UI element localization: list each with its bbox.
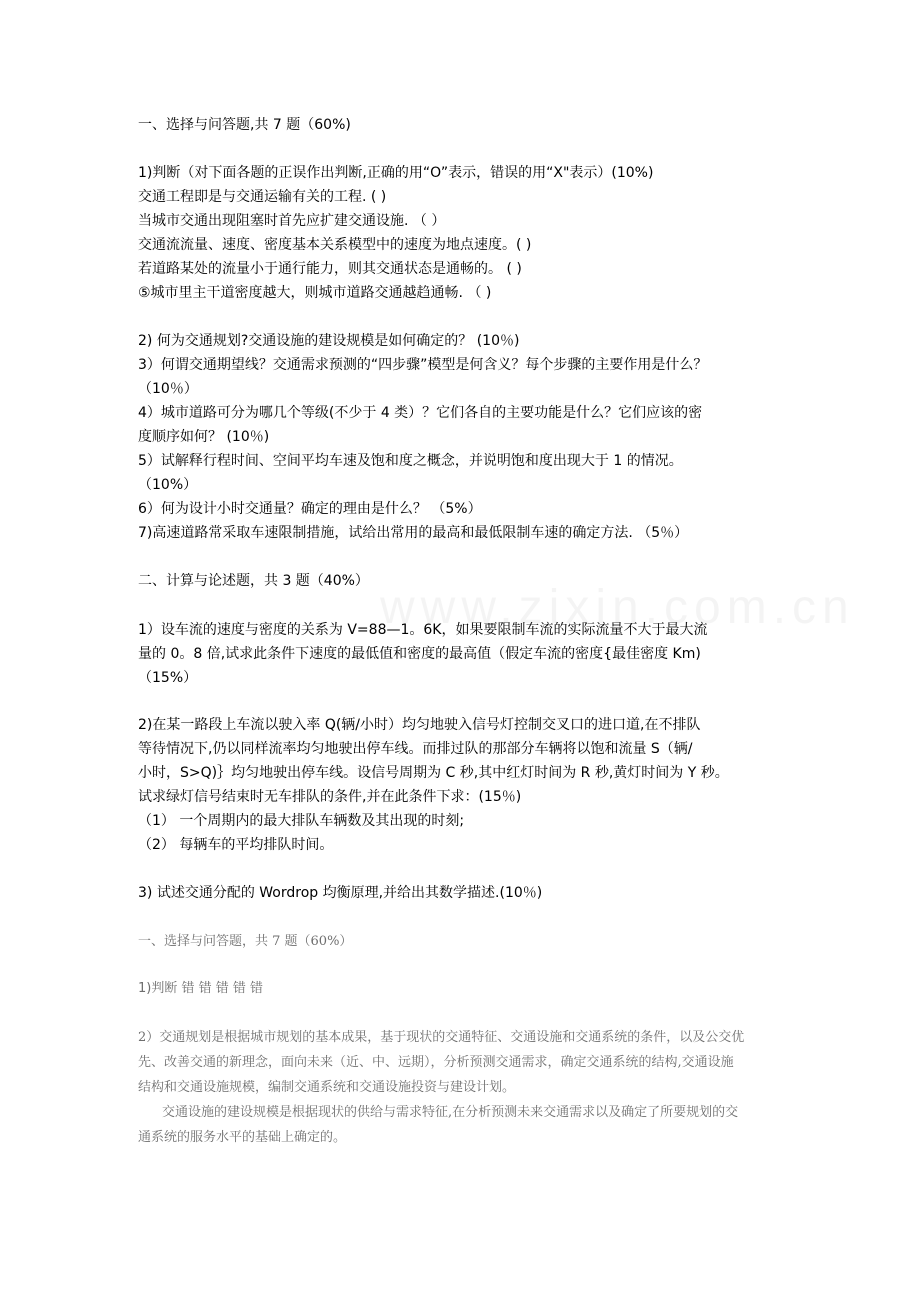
answer-heading: 一、选择与问答题，共 7 题（60%） [138, 934, 353, 949]
question-5-line: （10%） [138, 477, 198, 493]
problem-3: 3) 试述交通分配的 Wordrop 均衡原理,并给出其数学描述.(10％) [138, 885, 543, 901]
answer-judge: 1)判断 错 错 错 错 错 [138, 981, 264, 996]
problem-2-line: 试求绿灯信号结束时无车排队的条件,并在此条件下求：(15％) [138, 789, 522, 805]
answer-2-line: 2）交通规划是根据城市规划的基本成果，基于现状的交通特征、交通设施和交通系统的条件，以及公交优 [138, 1030, 745, 1045]
question-4-line: 度顺序如何？ (10％) [138, 429, 270, 445]
problem-1-line: 1）设车流的速度与密度的关系为 V=88—1。6K，如果要限制车流的实际流量不大于最大流 [138, 622, 708, 638]
q1-intro: 1)判断（对下面各题的正误作出判断,正确的用“O”表示，错误的用“X"表示）(10%) [138, 165, 654, 181]
problem-2-line: 小时，S>Q)｝均匀地驶出停车线。设信号周期为 C 秒,其中红灯时间为 R 秒,黄灯时间为 Y 秒。 [138, 765, 729, 781]
question-3-line: （10％） [138, 381, 198, 397]
section-two-heading: 二、计算与论述题，共 3 题（40%） [138, 573, 369, 589]
q1-item: 当城市交通出现阻塞时首先应扩建交通设施. （ ） [138, 213, 446, 229]
problem-2-line: 2)在某一路段上车流以驶入率 Q(辆/小时）均匀地驶入信号灯控制交叉口的进口道,在不排队 [138, 717, 701, 733]
problem-2-line: 等待情况下,仍以同样流率均匀地驶出停车线。而排过队的那部分车辆将以饱和流量 S（辆/ [138, 741, 693, 757]
question-5-line: 5）试解释行程时间、空间平均车速及饱和度之概念，并说明饱和度出现大于 1 的情况。 [138, 453, 683, 469]
question-2: 2) 何为交通规划?交通设施的建设规模是如何确定的？ (10％) [138, 333, 520, 349]
q1-item: 交通流流量、速度、密度基本关系模型中的速度为地点速度。( ) [138, 237, 532, 253]
answer-2-line: 先、改善交通的新理念，面向未来（近、中、远期），分析预测交通需求，确定交通系统的结构,交通设施 [138, 1055, 734, 1070]
q1-item: 交通工程即是与交通运输有关的工程. ( ) [138, 189, 387, 205]
answer-2-line: 结构和交通设施规模，编制交通系统和交通设施投资与建设计划。 [138, 1080, 516, 1095]
problem-2-subitem: （2） 每辆车的平均排队时间。 [138, 837, 334, 853]
question-3-line: 3）何谓交通期望线？交通需求预测的“四步骤”模型是何含义？每个步骤的主要作用是什么？ [138, 357, 708, 373]
problem-1-line: 量的 0。8 倍,试求此条件下速度的最低值和密度的最高值（假定车流的密度{最佳密度 Km) [138, 646, 701, 662]
problem-1-line: （15%） [138, 670, 198, 686]
q1-item: ⑤城市里主干道密度越大，则城市道路交通越趋通畅. （ ) [138, 285, 492, 301]
question-6: 6）何为设计小时交通量？确定的理由是什么？ （5%） [138, 501, 482, 517]
question-7: 7)高速道路常采取车速限制措施，试给出常用的最高和最低限制车速的确定方法. （5％） [138, 525, 689, 541]
answer-2-line: 通系统的服务水平的基础上确定的。 [138, 1130, 347, 1145]
question-4-line: 4）城市道路可分为哪几个等级(不少于 4 类）？它们各自的主要功能是什么？它们应该的密 [138, 405, 703, 421]
q1-item: 若道路某处的流量小于通行能力，则其交通状态是通畅的。 ( ) [138, 261, 522, 277]
problem-2-subitem: （1） 一个周期内的最大排队车辆数及其出现的时刻; [138, 813, 465, 829]
section-one-heading: 一、选择与问答题,共 7 题（60%) [138, 117, 351, 133]
watermark [380, 580, 855, 635]
answer-2-line: 交通设施的建设规模是根据现状的供给与需求特征,在分析预测未来交通需求以及确定了所要规划的交 [162, 1105, 739, 1120]
